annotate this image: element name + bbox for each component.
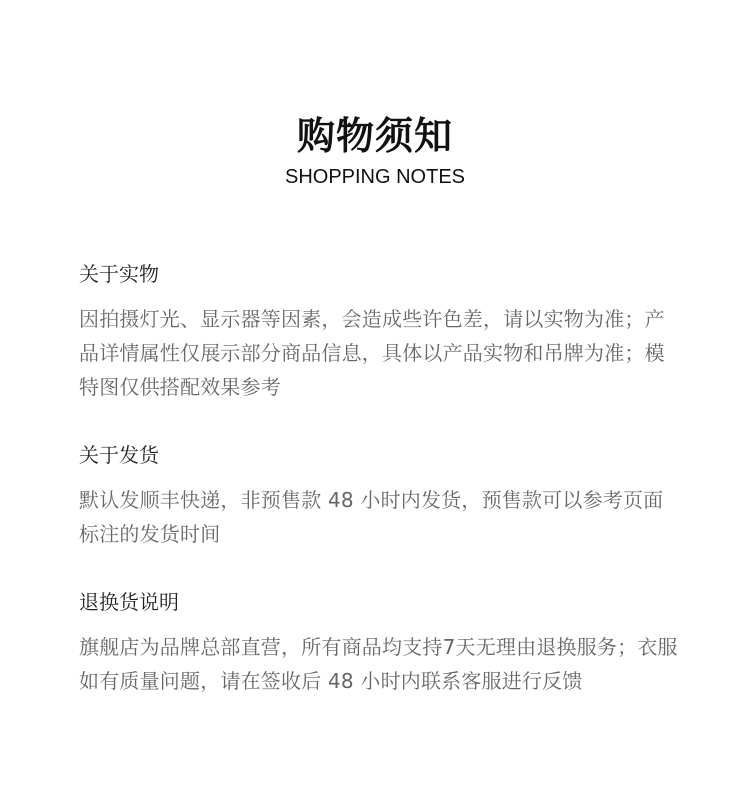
page-title: 购物须知 bbox=[296, 114, 453, 158]
section-body: 旗舰店为品牌总部直营，所有商品均支持7天无理由退换服务；衣服如有质量问题，请在签收后 48 小时内联系客服进行反馈 bbox=[79, 635, 678, 693]
section-title: 退换货说明 bbox=[79, 590, 179, 614]
page-subtitle: SHOPPING NOTES bbox=[284, 166, 466, 188]
section-return-policy bbox=[79, 588, 679, 698]
section-body: 因拍摄灯光、显示器等因素，会造成些许色差，请以实物为准；产品详情属性仅展示部分商品信息，具体以产品实物和吊牌为准；模特图仅供搭配效果参考 bbox=[79, 307, 665, 399]
section-body: 默认发顺丰快递，非预售款 48 小时内发货，预售款可以参考页面标注的发货时间 bbox=[79, 488, 664, 546]
section-title: 关于发货 bbox=[79, 443, 159, 467]
page-header bbox=[0, 112, 750, 190]
section-title: 关于实物 bbox=[79, 262, 159, 286]
section-about-shipping bbox=[79, 441, 679, 551]
section-about-real-product bbox=[79, 260, 679, 404]
